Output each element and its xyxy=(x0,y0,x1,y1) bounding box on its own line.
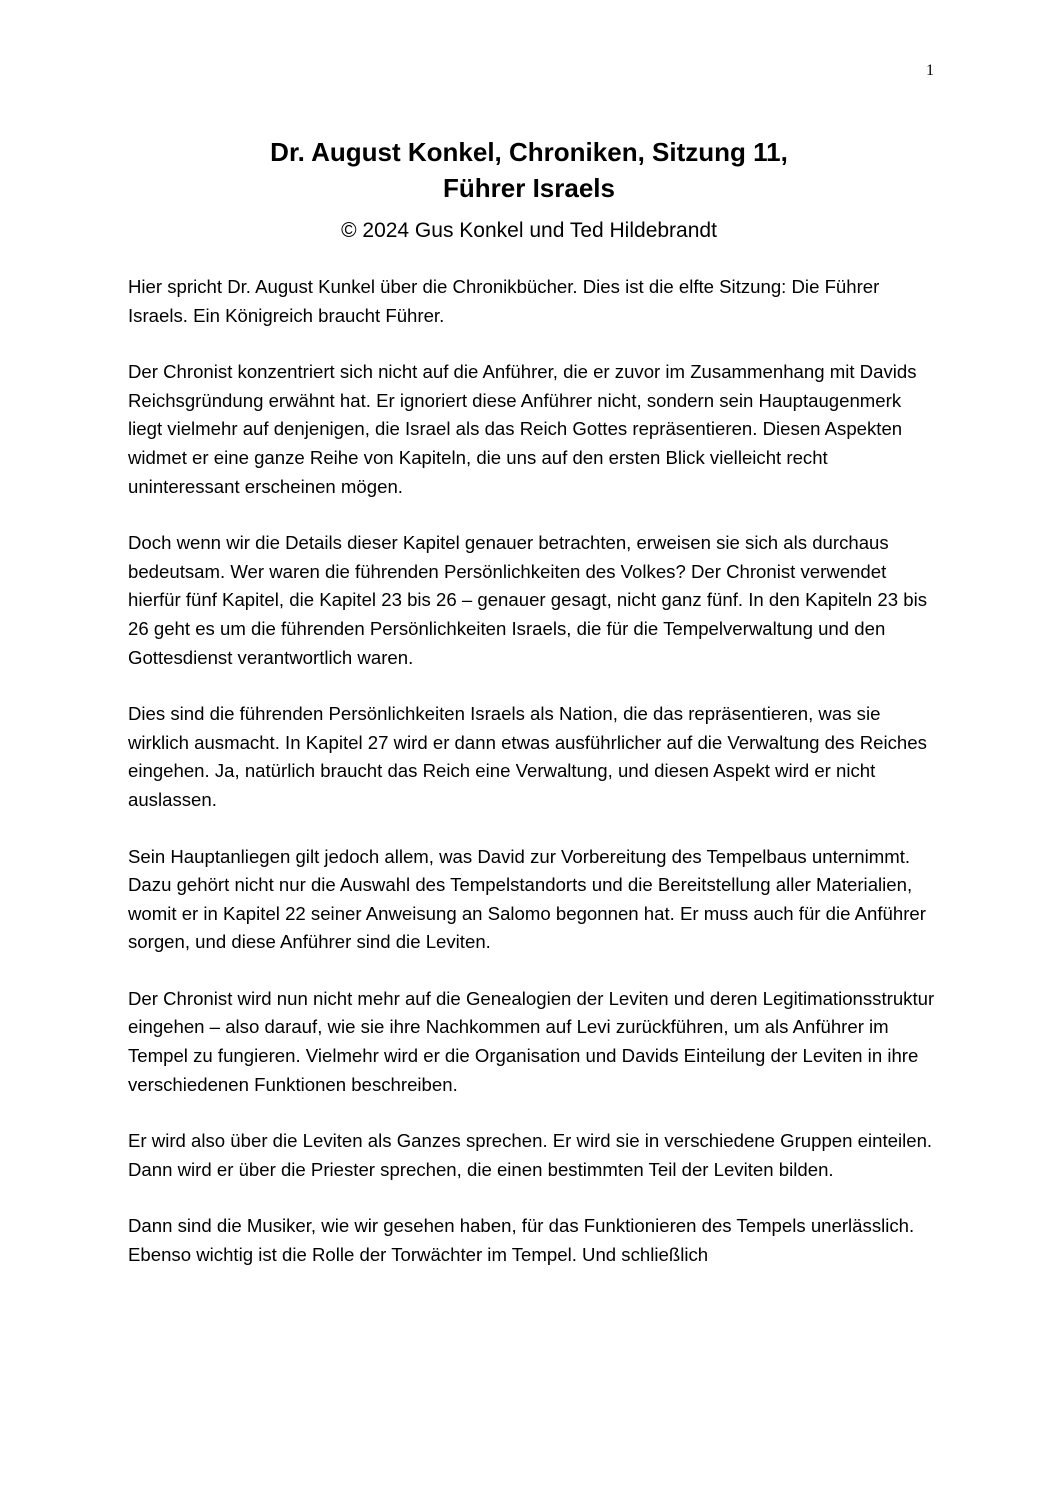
paragraph: Dies sind die führenden Persönlichkeiten Israels als Nation, die das repräsentieren, was sie wirklich ausmacht. In Kapitel 27 wird er dann etwas ausführlicher auf die Verwaltung des Reiches eingehen. Ja, natürlich braucht das Reich eine Verwaltung, und diesen Aspekt wird er nicht auslassen. xyxy=(128,703,927,810)
paragraph: Hier spricht Dr. August Kunkel über die Chronikbücher. Dies ist die elfte Sitzung: Die Führer Israels. Ein Königreich braucht Führer. xyxy=(128,276,880,326)
paragraph: Er wird also über die Leviten als Ganzes sprechen. Er wird sie in verschiedene Gruppen einteilen. Dann wird er über die Priester sprechen, die einen bestimmten Teil der Leviten bilden. xyxy=(128,1130,933,1180)
paragraph: Dann sind die Musiker, wie wir gesehen haben, für das Funktionieren des Tempels unerlässlich. Ebenso wichtig ist die Rolle der Torwächter im Tempel. Und schließlich xyxy=(128,1215,915,1266)
page-number: 1 xyxy=(926,62,934,79)
paragraph: Der Chronist wird nun nicht mehr auf die Genealogien der Leviten und deren Legitimationsstruktur eingehen – also darauf, wie sie ihre Nachkommen auf Levi zurückführen, um als Anführer im Tempel zu fungieren. Vielmehr wird er die Organisation und Davids Einteilung der Leviten in ihre verschiedenen Funktionen beschreiben. xyxy=(128,987,935,1095)
paragraph: Der Chronist konzentriert sich nicht auf die Anführer, die er zuvor im Zusammenhang mit Davids Reichsgründung erwähnt hat. Er ignoriert diese Anführer nicht, sondern sein Hauptaugenmerk liegt vielmehr auf denjenigen, die Israel als das Reich Gottes repräsentieren. Diesen Aspekten widmet er eine ganze Reihe von Kapiteln, die uns auf den ersten Blick vielleicht recht uninteressant erscheinen mögen. xyxy=(128,361,917,497)
document-title xyxy=(100,134,958,206)
document-body xyxy=(128,273,936,1298)
title-line-2: Führer Israels xyxy=(443,173,615,203)
paragraph: Sein Hauptanliegen gilt jedoch allem, was David zur Vorbereitung des Tempelbaus unternimmt. Dazu gehört nicht nur die Auswahl des Tempelstandorts und die Bereitstellung aller Materialien, womit er in Kapitel 22 seiner Anweisung an Salomo begonnen hat. Er muss auch für die Anführer sorgen, und diese Anführer sind die Leviten. xyxy=(128,845,926,953)
copyright-notice: © 2024 Gus Konkel und Ted Hildebrandt xyxy=(341,219,717,242)
title-line-1: Dr. August Konkel, Chroniken, Sitzung 11, xyxy=(270,137,788,167)
paragraph: Doch wenn wir die Details dieser Kapitel genauer betrachten, erweisen sie sich als durchaus bedeutsam. Wer waren die führenden Persönlichkeiten des Volkes? Der Chronist verwendet hierfür fünf Kapitel, die Kapitel 23 bis 26 – genauer gesagt, nicht ganz fünf. In den Kapiteln 23 bis 26 geht es um die führenden Persönlichkeiten Israels, die für die Tempelverwaltung und den Gottesdienst verantwortlich waren. xyxy=(128,532,928,668)
